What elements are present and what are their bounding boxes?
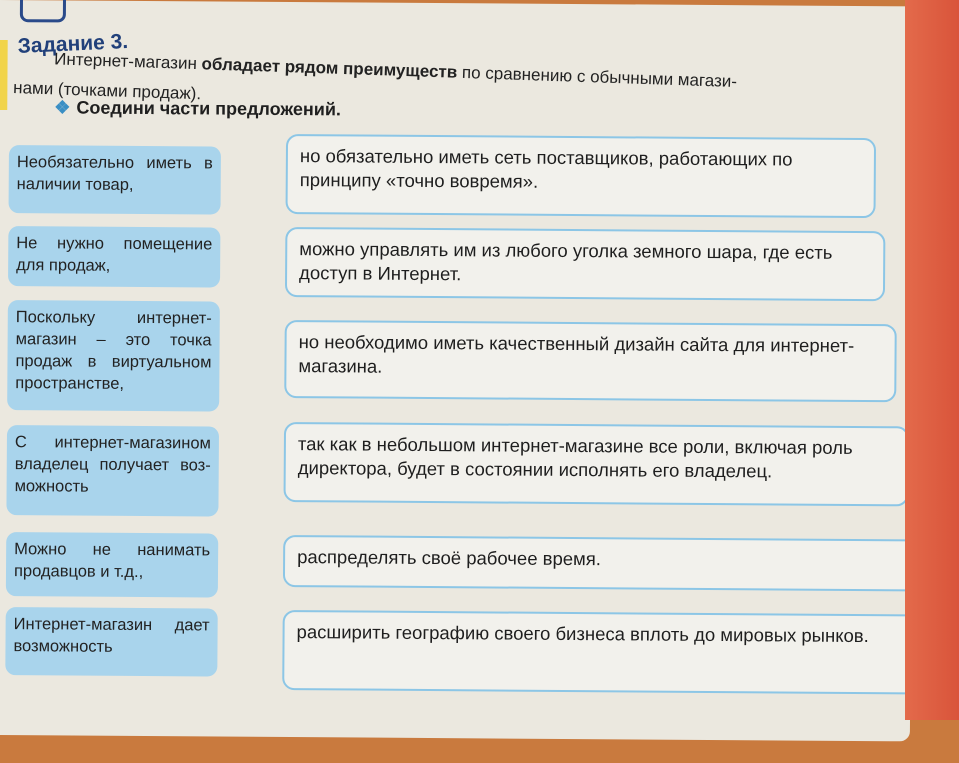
checkbox-icon — [20, 0, 66, 22]
diamond-bullet-icon: ❖ — [54, 97, 71, 118]
left-phrase-5[interactable]: Можно не нанимать продавцов и т.д., — [6, 532, 218, 597]
right-phrase-2[interactable]: можно управлять им из любого уголка земного шара, где есть доступ в Интернет. — [285, 227, 885, 301]
intro-line2: нами (точками продаж). — [12, 78, 202, 104]
task-title: Задание 3. — [17, 30, 129, 59]
right-phrase-4[interactable]: так как в небольшом интернет-магазине все роли, включая роль директора, будет в состоянии исполнять его владелец. — [284, 422, 910, 506]
task-instruction — [54, 97, 341, 120]
right-phrase-3[interactable]: но необходимо иметь качественный дизайн сайта для интернет-магазина. — [284, 320, 897, 402]
left-phrase-1[interactable]: Необязательно иметь в наличии товар, — [9, 145, 221, 214]
left-phrase-6[interactable]: Интернет-магазин дает возможность — [5, 607, 217, 676]
right-phrase-5[interactable]: распределять своё рабочее время. — [283, 535, 923, 591]
right-phrase-1[interactable]: но обязательно иметь сеть поставщиков, работающих по принципу «точно вовремя». — [286, 134, 877, 218]
book-edge — [905, 0, 959, 720]
left-phrase-3[interactable]: Поскольку интернет-магазин – это точка продаж в виртуальном пространстве, — [7, 300, 220, 411]
left-phrase-2[interactable]: Не нужно помещение для продаж, — [8, 226, 220, 287]
intro-text-end: по сравнению с обычными магази- — [456, 62, 738, 92]
instruction-text: Соедини части предложений. — [76, 97, 342, 120]
right-phrase-6[interactable]: расширить географию своего бизнеса вплоть до мировых рынков. — [282, 610, 938, 695]
intro-text: Интернет-магазин — [53, 49, 202, 74]
intro-bold: обладает рядом преимуществ — [201, 54, 458, 82]
page-tab-marker — [0, 40, 8, 110]
left-phrase-4[interactable]: С интернет-магазином владелец получает возможность — [6, 425, 219, 516]
